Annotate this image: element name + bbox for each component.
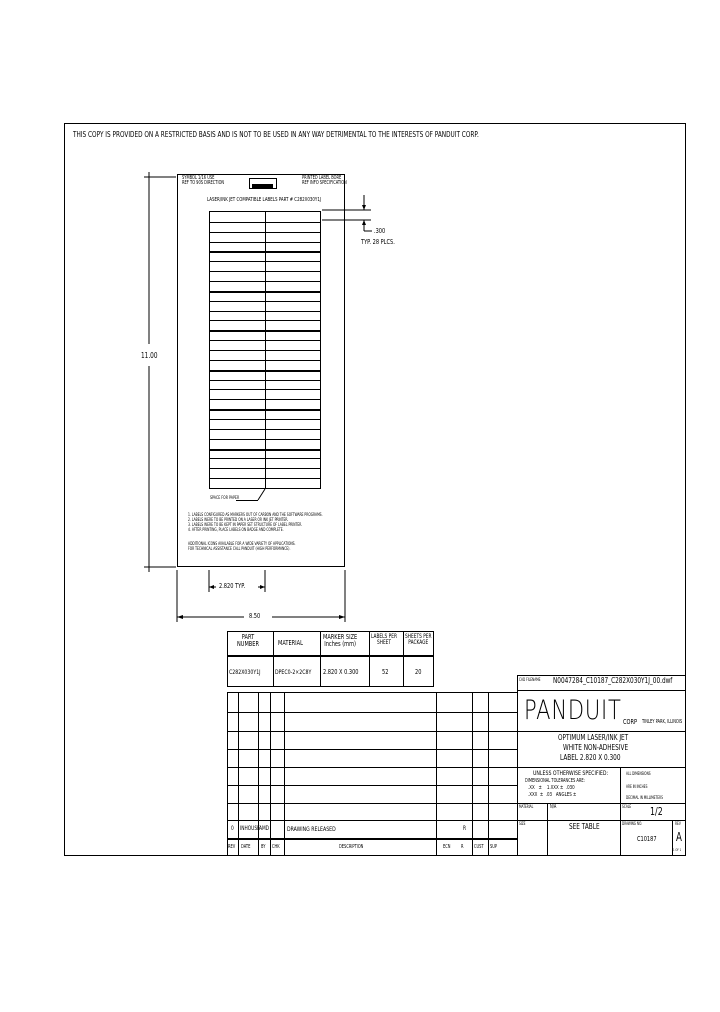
rev-entry-ecn: R [463, 825, 467, 832]
parts-header-marker: MARKER SIZE Inches (mm) [323, 633, 358, 648]
rev-footer-date: DATE [241, 844, 251, 850]
rev-entry-date: INHOUSE [240, 825, 260, 832]
sheet-note-line: 2. LABELS WERE TO BE PRINTED ON A LASER OR INK JET PRINTER. [188, 517, 289, 522]
rev-footer-by: BY [261, 844, 266, 850]
cad-file-label: CAD FILENAME [519, 677, 541, 682]
parts-cell-sheets: 20 [415, 668, 422, 676]
rev-label: REV [675, 821, 681, 826]
drawing-no-label: DRAWING NO. [622, 821, 643, 826]
rev-footer-cust: CUST [474, 844, 484, 850]
rev-footer-chk: CHK [272, 844, 280, 850]
parts-header-labels: LABELS PER SHEET [371, 633, 398, 646]
parts-header-part: PART NUMBER [237, 633, 259, 648]
company-logo: PANDUIT [524, 695, 622, 726]
rev-entry-by: AMD [259, 825, 270, 832]
size-value: SEE TABLE [569, 822, 600, 831]
sheet-title-line: LASER/INK JET COMPATIBLE LABELS PART # C282X030Y1J [207, 197, 322, 203]
dim-label-height-note: TYP. 28 PLCS. [361, 238, 395, 246]
rev-footer-sup: SUP [490, 844, 498, 850]
tolerance-line-2: .XXX ± .03 ANGLES ± [528, 792, 577, 798]
sheet-top-right-label: PRINTED LABEL BORE REF INFO SPECIFICATION [302, 175, 347, 186]
material-label: MATERIAL [519, 804, 534, 809]
parts-cell-material: DPEC0-2×2C8Y [275, 668, 312, 676]
company-suffix: CORP [623, 718, 638, 726]
rev-entry-description: DRAWING RELEASED [287, 825, 336, 833]
right-note-3: DECIMAL IN MILLIMETERS [626, 795, 663, 800]
rev-footer-rev: REV [228, 844, 236, 850]
dim-sheet-height: 11.00 [141, 351, 158, 360]
dim-label-width: 2.820 TYP. [219, 582, 246, 590]
sheet-note-line: 1. LABELS CONFIGURED AS MARKERS OUT OF CARBON AND THE SOFTWARE PROGRAMS. [188, 512, 323, 517]
tolerance-heading: UNLESS OTHERWISE SPECIFIED: [533, 769, 609, 777]
right-note-1: ALL DIMENSIONS [626, 771, 651, 776]
restriction-note: THIS COPY IS PROVIDED ON A RESTRICTED BASIS AND IS NOT TO BE USED IN ANY WAY DETRIMENTAL TO THE INTERESTS OF PANDUIT CORP. [73, 130, 479, 139]
drawing-no: C10187 [637, 835, 657, 843]
sheet-side-note: SPACE FOR PAPER [210, 496, 240, 501]
dim-label-height: .300 [374, 227, 386, 235]
tolerance-sub: DIMENSIONAL TOLERANCES ARE: [525, 778, 585, 784]
rev-footer-ecn: ECN [443, 844, 451, 850]
tolerance-line-1: .XX ± 1.XXX ± .030 [528, 785, 575, 791]
right-note-2: ARE IN INCHES [626, 784, 648, 789]
sheet-footnote-line: FOR TECHNICAL ASSISTANCE CALL PANDUIT (HIGH PERFORMANCE). [188, 546, 291, 551]
parts-cell-size: 2.820 X 0.300 [323, 668, 359, 676]
scale-value: 1/2 [650, 805, 663, 818]
parts-cell-labels: 52 [382, 668, 389, 676]
parts-cell-part: C282X030Y1J [229, 668, 261, 676]
cad-file-name: N0047284_C10187_C282X030Y1J_00.dwf [553, 676, 673, 685]
sheet-count: 1 OF 1 [673, 848, 682, 852]
desc-line-3: LABEL 2.820 X 0.300 [560, 753, 621, 762]
dim-sheet-width: 8.50 [249, 612, 261, 620]
rev-footer-r: R [461, 844, 464, 850]
desc-line-2: WHITE NON-ADHESIVE [563, 743, 629, 752]
size-label: SIZE [519, 821, 526, 826]
rev-footer-description: DESCRIPTION [339, 844, 364, 850]
material-value: N/A [550, 804, 557, 810]
desc-line-1: OPTIMUM LASER/INK JET [558, 733, 629, 742]
rev-value: A [676, 830, 682, 844]
parts-header-material: MATERIAL [278, 639, 303, 647]
sheet-footnote-line: ADDITIONAL ICONS AVAILABLE FOR A WIDE VARIETY OF APPLICATIONS. [188, 541, 296, 546]
parts-header-sheets: SHEETS PER PACKAGE [405, 633, 432, 646]
sheet-note-line: 4. AFTER PRINTING, PLACE LABELS ON BADGE AND COMPLETE. [188, 527, 284, 532]
rev-entry-rev: 0 [231, 825, 234, 832]
sheet-note-line: 3. LABELS WERE TO BE KEPT IN PAPER SET STRUCTURE OF LABEL PRINTER. [188, 522, 303, 527]
scale-label: SCALE [622, 804, 632, 809]
sheet-top-left-label: SYMBOL 1/16 USE REF TO 90S DIRECTION [182, 175, 225, 186]
company-location: TINLEY PARK, ILLINOIS [642, 719, 683, 725]
